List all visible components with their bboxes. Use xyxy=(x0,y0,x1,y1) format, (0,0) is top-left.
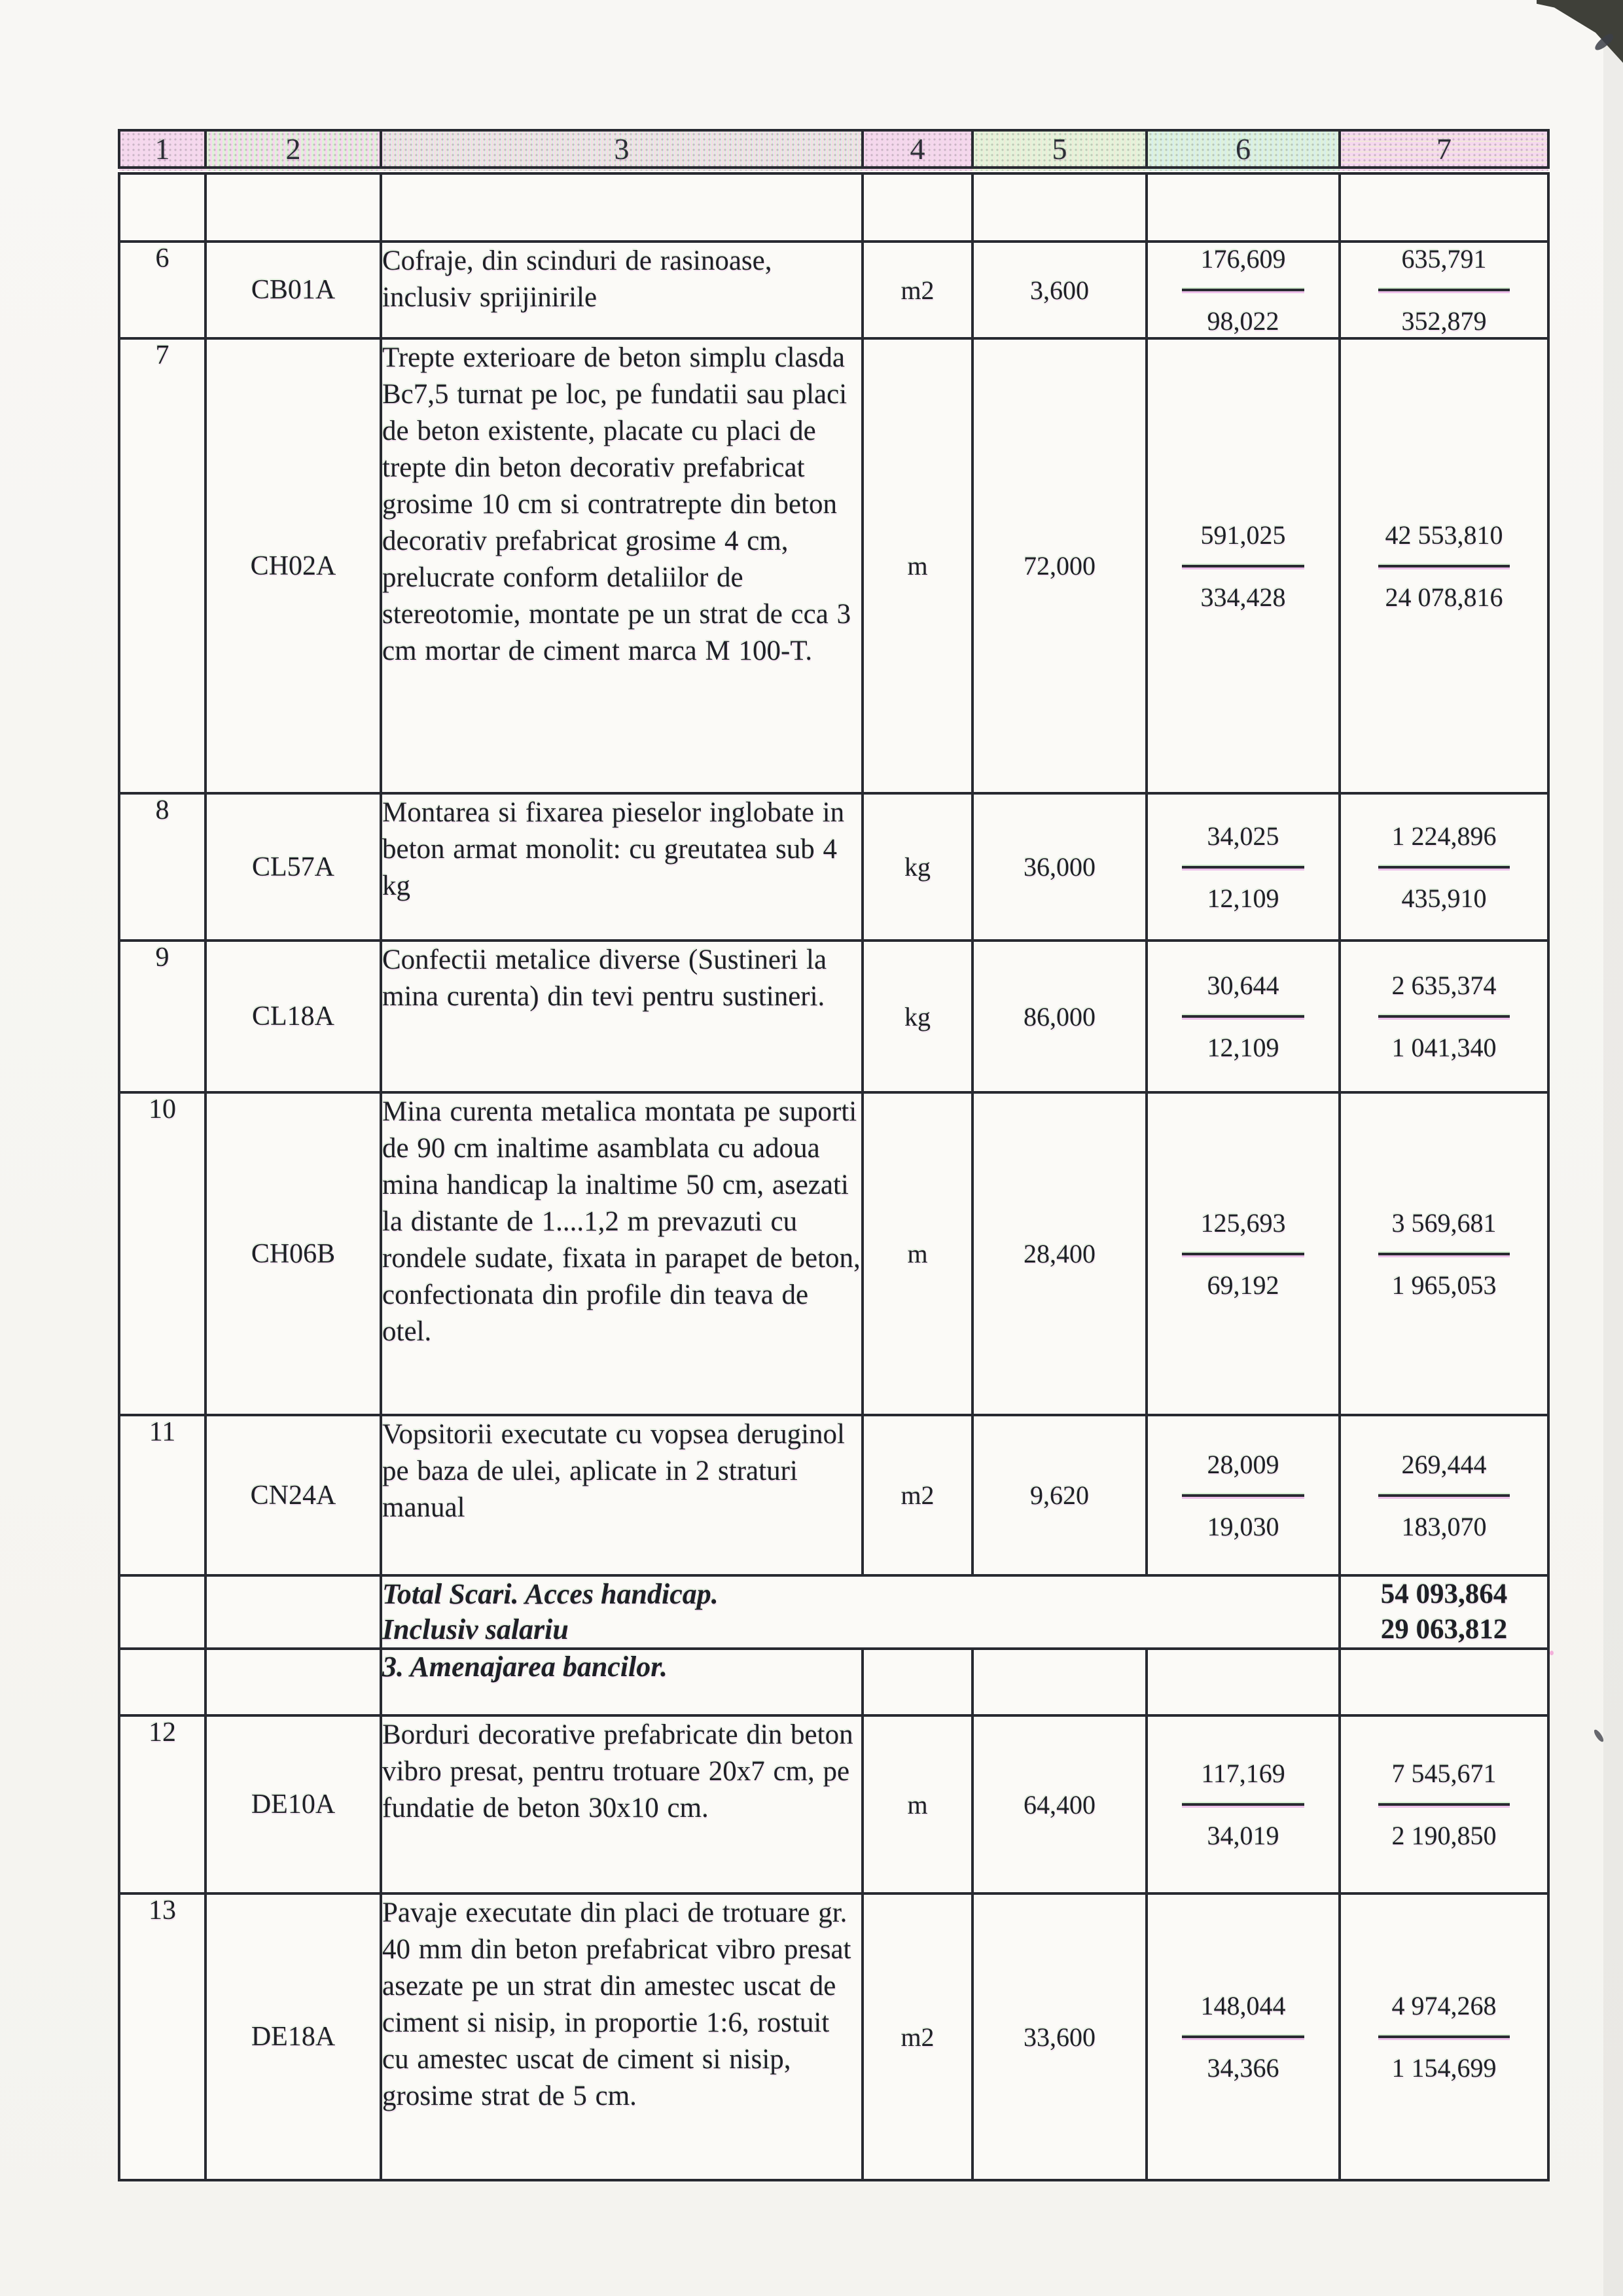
price-fraction xyxy=(1148,1990,1338,2083)
item-quantity: 33,600 xyxy=(972,1893,1147,2180)
item-number: 6 xyxy=(119,242,205,338)
price-fraction xyxy=(1148,1758,1338,1851)
table-row xyxy=(119,1415,1548,1575)
item-quantity: 9,620 xyxy=(972,1415,1147,1575)
item-code: CH06B xyxy=(205,1092,381,1415)
column-header-1: 1 xyxy=(119,130,205,171)
item-number: 9 xyxy=(119,941,205,1092)
total-fraction xyxy=(1341,243,1547,336)
item-unit: kg xyxy=(863,793,972,941)
fraction-bar xyxy=(1182,1494,1304,1497)
item-description: Trepte exterioare de beton simplu clasda Bc7,5 turnat pe loc, pe fundatii sau placi de beton existente, placate cu placi de trepte din beton decorativ prefabricat grosime 10 cm si contratrepte din beton decorativ prefabricat grosime 4 cm, prelucrate conform detaliilor de stereotomie, montate pe un strat de cca 3 cm mortar de ciment marca M 100-T. xyxy=(381,338,863,793)
fraction-bar xyxy=(1182,565,1304,567)
empty-cell xyxy=(119,171,205,242)
price-lower: 19,030 xyxy=(1207,1511,1279,1541)
item-code: DE18A xyxy=(205,1893,381,2180)
empty-cell xyxy=(863,171,972,242)
price-upper: 34,025 xyxy=(1207,821,1279,851)
fraction-bar xyxy=(1182,1253,1304,1255)
fraction-bar xyxy=(1378,565,1510,567)
empty-cell xyxy=(205,171,381,242)
item-code: DE10A xyxy=(205,1715,381,1893)
empty-cell xyxy=(1147,171,1340,242)
price-fraction xyxy=(1148,1208,1338,1300)
total-upper: 42 553,810 xyxy=(1385,520,1503,550)
empty-cell xyxy=(205,1575,381,1649)
total-lower: 435,910 xyxy=(1401,883,1487,913)
item-quantity: 28,400 xyxy=(972,1092,1147,1415)
item-code: CL57A xyxy=(205,793,381,941)
fraction-bar xyxy=(1378,2036,1510,2038)
price-lower: 34,019 xyxy=(1207,1821,1279,1850)
total-fraction xyxy=(1341,1208,1547,1300)
item-quantity: 72,000 xyxy=(972,338,1147,793)
price-upper: 125,693 xyxy=(1200,1208,1286,1238)
fraction-bar xyxy=(1182,289,1304,291)
item-number: 8 xyxy=(119,793,205,941)
scan-edge-shadow xyxy=(1603,0,1623,2296)
cost-estimate-table xyxy=(118,129,1550,2181)
item-code: CN24A xyxy=(205,1415,381,1575)
price-lower: 98,022 xyxy=(1207,306,1279,336)
item-total xyxy=(1340,338,1548,793)
total-lower: 352,879 xyxy=(1401,306,1487,336)
empty-cell xyxy=(205,1649,381,1715)
item-unit-price xyxy=(1147,1415,1340,1575)
spacer-row xyxy=(119,171,1548,242)
price-lower: 12,109 xyxy=(1207,1033,1279,1062)
table-row xyxy=(119,1092,1548,1415)
item-code: CH02A xyxy=(205,338,381,793)
item-unit: m xyxy=(863,338,972,793)
empty-cell xyxy=(119,1575,205,1649)
total-row xyxy=(119,1575,1548,1649)
price-lower: 12,109 xyxy=(1207,883,1279,913)
total-lower: 1 041,340 xyxy=(1391,1033,1497,1062)
fraction-bar xyxy=(1182,1803,1304,1806)
price-lower: 69,192 xyxy=(1207,1270,1279,1300)
column-header-6: 6 xyxy=(1147,130,1340,171)
item-unit-price xyxy=(1147,793,1340,941)
item-unit-price xyxy=(1147,1893,1340,2180)
item-unit: m2 xyxy=(863,1415,972,1575)
price-fraction xyxy=(1148,520,1338,613)
total-upper: 2 635,374 xyxy=(1391,971,1497,1000)
table-row xyxy=(119,242,1548,338)
item-number: 11 xyxy=(119,1415,205,1575)
item-number: 12 xyxy=(119,1715,205,1893)
item-description: Confectii metalice diverse (Sustineri la mina curenta) din tevi pentru sustineri. xyxy=(381,941,863,1092)
column-header-3: 3 xyxy=(381,130,863,171)
total-fraction xyxy=(1341,821,1547,914)
empty-cell xyxy=(1340,171,1548,242)
fraction-bar xyxy=(1378,1253,1510,1255)
item-unit: m xyxy=(863,1092,972,1415)
total-lower: 1 154,699 xyxy=(1391,2053,1497,2083)
fraction-bar xyxy=(1182,1015,1304,1018)
total-value-line1: 54 093,864 xyxy=(1380,1579,1508,1609)
total-value-line2: 29 063,812 xyxy=(1380,1614,1508,1645)
item-quantity: 3,600 xyxy=(972,242,1147,338)
total-fraction xyxy=(1341,1758,1547,1851)
item-number: 13 xyxy=(119,1893,205,2180)
item-total xyxy=(1340,941,1548,1092)
item-unit: m2 xyxy=(863,1893,972,2180)
fraction-bar xyxy=(1378,289,1510,291)
total-upper: 7 545,671 xyxy=(1391,1759,1497,1788)
price-upper: 28,009 xyxy=(1207,1449,1279,1479)
price-fraction xyxy=(1148,970,1338,1063)
total-fraction xyxy=(1341,1449,1547,1542)
fraction-bar xyxy=(1182,2036,1304,2038)
fraction-bar xyxy=(1378,866,1510,869)
column-header-2: 2 xyxy=(205,130,381,171)
total-label-line2: Inclusiv salariu xyxy=(382,1613,569,1645)
table-row xyxy=(119,338,1548,793)
total-upper: 1 224,896 xyxy=(1391,821,1497,851)
item-description: Montarea si fixarea pieselor inglobate in beton armat monolit: cu greutatea sub 4 kg xyxy=(381,793,863,941)
price-lower: 34,366 xyxy=(1207,2053,1279,2083)
total-label-line1: Total Scari. Acces handicap. xyxy=(382,1578,719,1610)
item-total xyxy=(1340,1092,1548,1415)
item-quantity: 64,400 xyxy=(972,1715,1147,1893)
column-header-7: 7 xyxy=(1340,130,1548,171)
table-row xyxy=(119,793,1548,941)
item-unit: m2 xyxy=(863,242,972,338)
price-fraction xyxy=(1148,243,1338,336)
total-lower: 1 965,053 xyxy=(1391,1270,1497,1300)
item-total xyxy=(1340,1715,1548,1893)
table-row xyxy=(119,941,1548,1092)
empty-cell xyxy=(1147,1649,1340,1715)
total-lower: 24 078,816 xyxy=(1385,582,1503,612)
item-number: 7 xyxy=(119,338,205,793)
price-fraction xyxy=(1148,1449,1338,1542)
price-fraction xyxy=(1148,821,1338,914)
fraction-bar xyxy=(1378,1803,1510,1806)
table-row xyxy=(119,1715,1548,1893)
item-code: CB01A xyxy=(205,242,381,338)
item-unit-price xyxy=(1147,1092,1340,1415)
item-total xyxy=(1340,1893,1548,2180)
item-total xyxy=(1340,242,1548,338)
column-header-4: 4 xyxy=(863,130,972,171)
total-values xyxy=(1340,1575,1548,1649)
item-quantity: 86,000 xyxy=(972,941,1147,1092)
total-upper: 4 974,268 xyxy=(1391,1991,1497,2020)
fraction-bar xyxy=(1182,866,1304,869)
item-code: CL18A xyxy=(205,941,381,1092)
item-description: Borduri decorative prefabricate din beton vibro presat, pentru trotuare 20x7 cm, pe fundatie de beton 30x10 cm. xyxy=(381,1715,863,1893)
scan-speck xyxy=(1550,1651,1554,1655)
item-unit: kg xyxy=(863,941,972,1092)
item-quantity: 36,000 xyxy=(972,793,1147,941)
item-unit-price xyxy=(1147,338,1340,793)
total-lower: 2 190,850 xyxy=(1391,1821,1497,1850)
table-header-row xyxy=(119,130,1548,171)
item-description: Vopsitorii executate cu vopsea deruginol pe baza de ulei, aplicate in 2 straturi manual xyxy=(381,1415,863,1575)
empty-cell xyxy=(1340,1649,1548,1715)
item-description: Cofraje, din scinduri de rasinoase, inclusiv sprijinirile xyxy=(381,242,863,338)
total-upper: 635,791 xyxy=(1401,244,1487,274)
table-row xyxy=(119,1893,1548,2180)
price-upper: 176,609 xyxy=(1200,244,1286,274)
empty-cell xyxy=(972,1649,1147,1715)
item-unit-price xyxy=(1147,1715,1340,1893)
fraction-bar xyxy=(1378,1015,1510,1018)
empty-cell xyxy=(972,171,1147,242)
price-lower: 334,428 xyxy=(1200,582,1286,612)
price-upper: 117,169 xyxy=(1201,1759,1285,1788)
total-label xyxy=(381,1575,1340,1649)
item-unit: m xyxy=(863,1715,972,1893)
total-fraction xyxy=(1341,970,1547,1063)
section-row xyxy=(119,1649,1548,1715)
total-upper: 269,444 xyxy=(1401,1449,1487,1479)
item-total xyxy=(1340,1415,1548,1575)
price-upper: 30,644 xyxy=(1207,971,1279,1000)
item-number: 10 xyxy=(119,1092,205,1415)
item-unit-price xyxy=(1147,242,1340,338)
total-lower: 183,070 xyxy=(1401,1511,1487,1541)
item-description: Pavaje executate din placi de trotuare gr. 40 mm din beton prefabricat vibro presat asezate pe un strat din amestec uscat de ciment si nisip, in proportie 1:6, rostuit cu amestec uscat de ciment si nisip, grosime strat de 5 cm. xyxy=(381,1893,863,2180)
total-fraction xyxy=(1341,520,1547,613)
total-fraction xyxy=(1341,1990,1547,2083)
total-upper: 3 569,681 xyxy=(1391,1208,1497,1238)
item-description: Mina curenta metalica montata pe suporti de 90 cm inaltime asamblata cu adoua mina handicap la inaltime 50 cm, asezati la distante de 1....1,2 m prevazuti cu rondele sudate, fixata in parapet de beton, confectionata din profile din teava de otel. xyxy=(381,1092,863,1415)
empty-cell xyxy=(119,1649,205,1715)
price-upper: 148,044 xyxy=(1200,1991,1286,2020)
item-unit-price xyxy=(1147,941,1340,1092)
fraction-bar xyxy=(1378,1494,1510,1497)
empty-cell xyxy=(381,171,863,242)
item-total xyxy=(1340,793,1548,941)
empty-cell xyxy=(863,1649,972,1715)
price-upper: 591,025 xyxy=(1200,520,1286,550)
section-title: 3. Amenajarea bancilor. xyxy=(381,1649,863,1715)
column-header-5: 5 xyxy=(972,130,1147,171)
